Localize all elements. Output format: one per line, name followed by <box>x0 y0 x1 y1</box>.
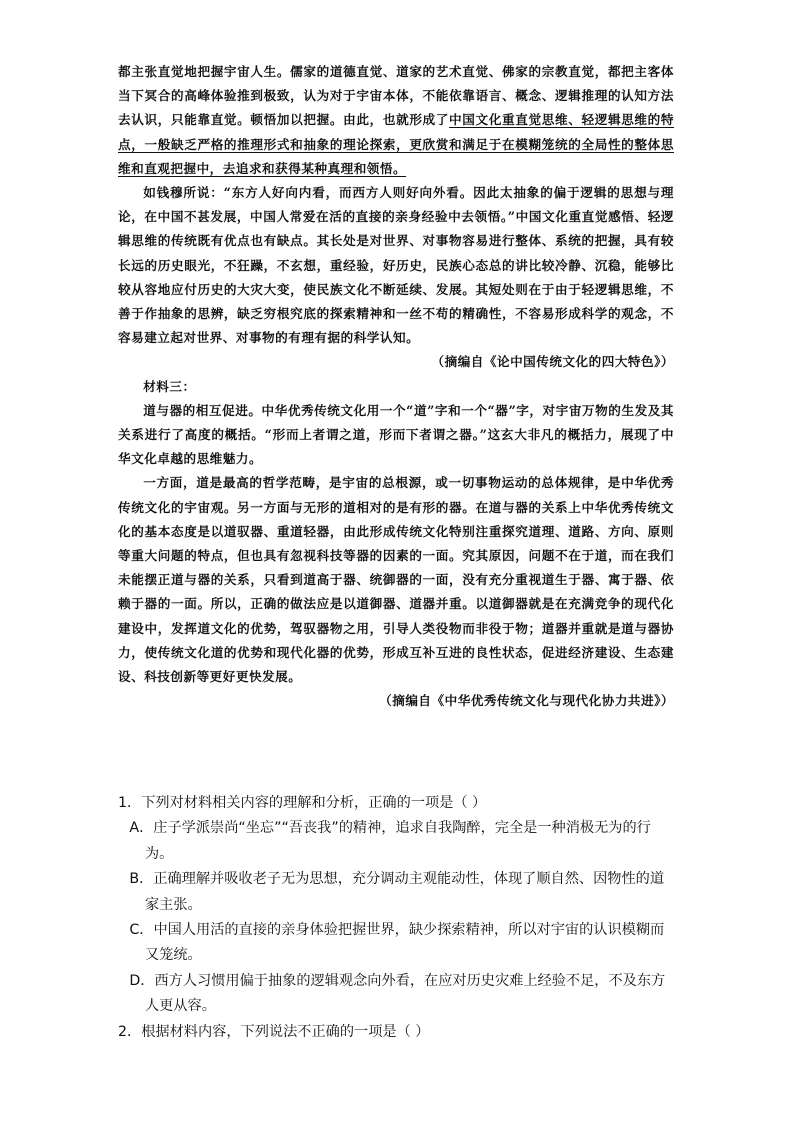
option-b: B．正确理解并吸收老子无为思想，充分调动主观能动性，体现了顺自然、因物性的道家主张。 <box>129 871 665 913</box>
reading-material <box>118 60 674 713</box>
underlined-sentence: 中国文化重直觉思维、轻逻辑思维的特点，一般缺乏严格的推理形式和抽象的理论探索，更欣赏和满足于在模糊笼统的全局性的整体思维和直观把握中，去追求和获得某种真理和领悟。 <box>118 112 675 176</box>
question-list <box>118 791 678 1045</box>
question-stem: 2．根据材料内容，下列说法不正确的一项是（ ） <box>118 1023 430 1040</box>
material-three-source: （摘编自《中华优秀传统文化与现代化协力共进》） <box>379 693 674 709</box>
material-three-label: 材料三： <box>143 378 196 394</box>
material-two-paragraph <box>118 60 674 181</box>
option-a: A．庄子学派崇尚“坐忘”“吾丧我”的精神，追求自我陶醉，完全是一种消极无为的行为。 <box>129 820 651 862</box>
option-d: D．西方人习惯用偏于抽象的逻辑观念向外看，在应对历史灾难上经验不足，不及东方人更从容。 <box>129 972 666 1015</box>
paragraph-text: 都主张直觉地把握宇宙人生。儒家的道德直觉、道家的艺术直觉、佛家的宗教直觉，都把主客体当下冥合的高峰体验推到极致，认为对于宇宙本体，不能依靠语言、概念、逻辑推理的认知方法去认识，只能靠直觉。顿悟加以把握。由此，也就形成了 <box>118 64 674 128</box>
material-two-paragraph-qianmu: 如钱穆所说：“东方人好向内看，而西方人则好向外看。因此太抽象的偏于逻辑的思想与理论，在中国不甚发展，中国人常爱在活的直接的亲身经验中去领悟。”中国文化重直觉感悟、轻逻辑思维的传统既有优点也有缺点。其长处是对世界、对事物容易进行整体、系统的把握，具有较长远的历史眼光，不狂躁，不玄想，重经验，好历史，民族心态总的讲比较冷静、沉稳，能够比较从容地应付历史的大灾大变，使民族文化不断延续、发展。其短处则在于由于轻逻辑思维，不善于作抽象的思辨，缺乏穷根究底的探索精神和一丝不苟的精确性，不容易形成科学的观念，不容易建立起对世界、对事物的有理有据的科学认知。 <box>118 185 674 346</box>
material-three-paragraph-2: 一方面，道是最高的哲学范畴，是宇宙的总根源，或一切事物运动的总体规律，是中华优秀传统文化的宇宙观。另一方面与无形的道相对的是有形的器。在道与器的关系上中华优秀传统文化的基本态度是以道驭器、重道轻器，由此形成传统文化特别注重探究道理、道路、方向、原则等重大问题的特点，但也具有忽视科技等器的因素的一面。究其原因，问题不在于道，而在我们未能摆正道与器的关系，只看到道高于器、统御器的一面，没有充分重视道生于器、寓于器、依赖于器的一面。所以，正确的做法应是以道御器、道器并重。以道御器就是在充满竞争的现代化建设中，发挥道文化的优势，驾驭器物之用，引导人类役物而非役于物；道器并重就是道与器协力，使传统文化道的优势和现代化器的优势，形成互补互进的良性状态，促进经济建设、生态建设、科技创新等更好更快发展。 <box>118 475 674 685</box>
material-three-paragraph-1: 道与器的相互促进。中华优秀传统文化用一个“道”字和一个“器”字，对宇宙万物的生发及其关系进行了高度的概括。“形而上者谓之道，形而下者谓之器。”这玄大非凡的概括力，展现了中华文化卓越的思维魅力。 <box>118 402 674 467</box>
material-two-source: （摘编自《论中国传统文化的四大特色》） <box>431 354 674 370</box>
option-c: C．中国人用活的直接的亲身体验把握世界，缺少探索精神，所以对宇宙的认识模糊而又笼统。 <box>129 922 665 964</box>
question-stem: 1．下列对材料相关内容的理解和分析，正确的一项是（ ） <box>118 795 487 811</box>
